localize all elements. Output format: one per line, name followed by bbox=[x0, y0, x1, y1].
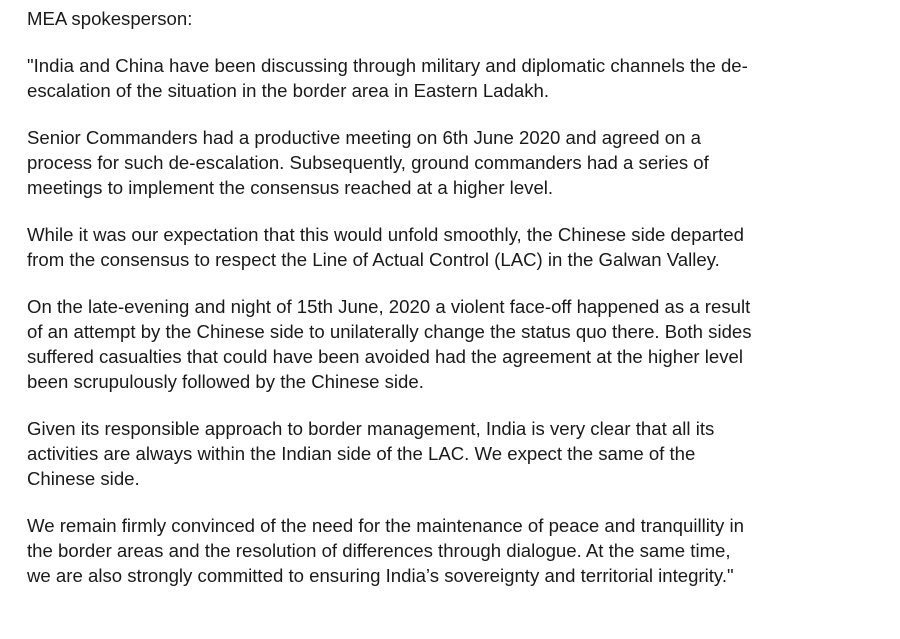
statement-heading: MEA spokesperson: bbox=[27, 8, 193, 29]
paragraph-line: we are also strongly committed to ensuring India’s sovereignty and territorial integrity." bbox=[27, 565, 734, 586]
paragraph-6 bbox=[27, 513, 887, 588]
paragraph-line: activities are always within the Indian side of the LAC. We expect the same of the bbox=[27, 443, 696, 464]
paragraph-line: meetings to implement the consensus reached at a higher level. bbox=[27, 177, 554, 198]
paragraph-2 bbox=[27, 125, 887, 200]
paragraph-line: been scrupulously followed by the Chinese side. bbox=[27, 371, 424, 392]
statement-document bbox=[27, 6, 887, 610]
paragraph-line: process for such de-escalation. Subsequently, ground commanders had a series of bbox=[27, 152, 709, 173]
paragraph-line: escalation of the situation in the border area in Eastern Ladakh. bbox=[27, 80, 549, 101]
paragraph-4 bbox=[27, 294, 887, 394]
paragraph-1 bbox=[27, 53, 887, 103]
paragraph-line: suffered casualties that could have been avoided had the agreement at the higher level bbox=[27, 346, 744, 367]
paragraph-5 bbox=[27, 416, 887, 491]
paragraph-line: Given its responsible approach to border management, India is very clear that all its bbox=[27, 418, 715, 439]
paragraph-line: Chinese side. bbox=[27, 468, 140, 489]
paragraph-line: We remain firmly convinced of the need for the maintenance of peace and tranquillity in bbox=[27, 515, 744, 536]
paragraph-3 bbox=[27, 222, 887, 272]
paragraph-line: from the consensus to respect the Line of Actual Control (LAC) in the Galwan Valley. bbox=[27, 249, 720, 270]
paragraph-line: "India and China have been discussing through military and diplomatic channels the de- bbox=[27, 55, 748, 76]
paragraph-line: Senior Commanders had a productive meeting on 6th June 2020 and agreed on a bbox=[27, 127, 701, 148]
paragraph-line: the border areas and the resolution of differences through dialogue. At the same time, bbox=[27, 540, 731, 561]
paragraph-line: of an attempt by the Chinese side to unilaterally change the status quo there. Both sides bbox=[27, 321, 752, 342]
paragraph-line: While it was our expectation that this would unfold smoothly, the Chinese side departed bbox=[27, 224, 744, 245]
paragraph-line: On the late-evening and night of 15th June, 2020 a violent face-off happened as a result bbox=[27, 296, 751, 317]
